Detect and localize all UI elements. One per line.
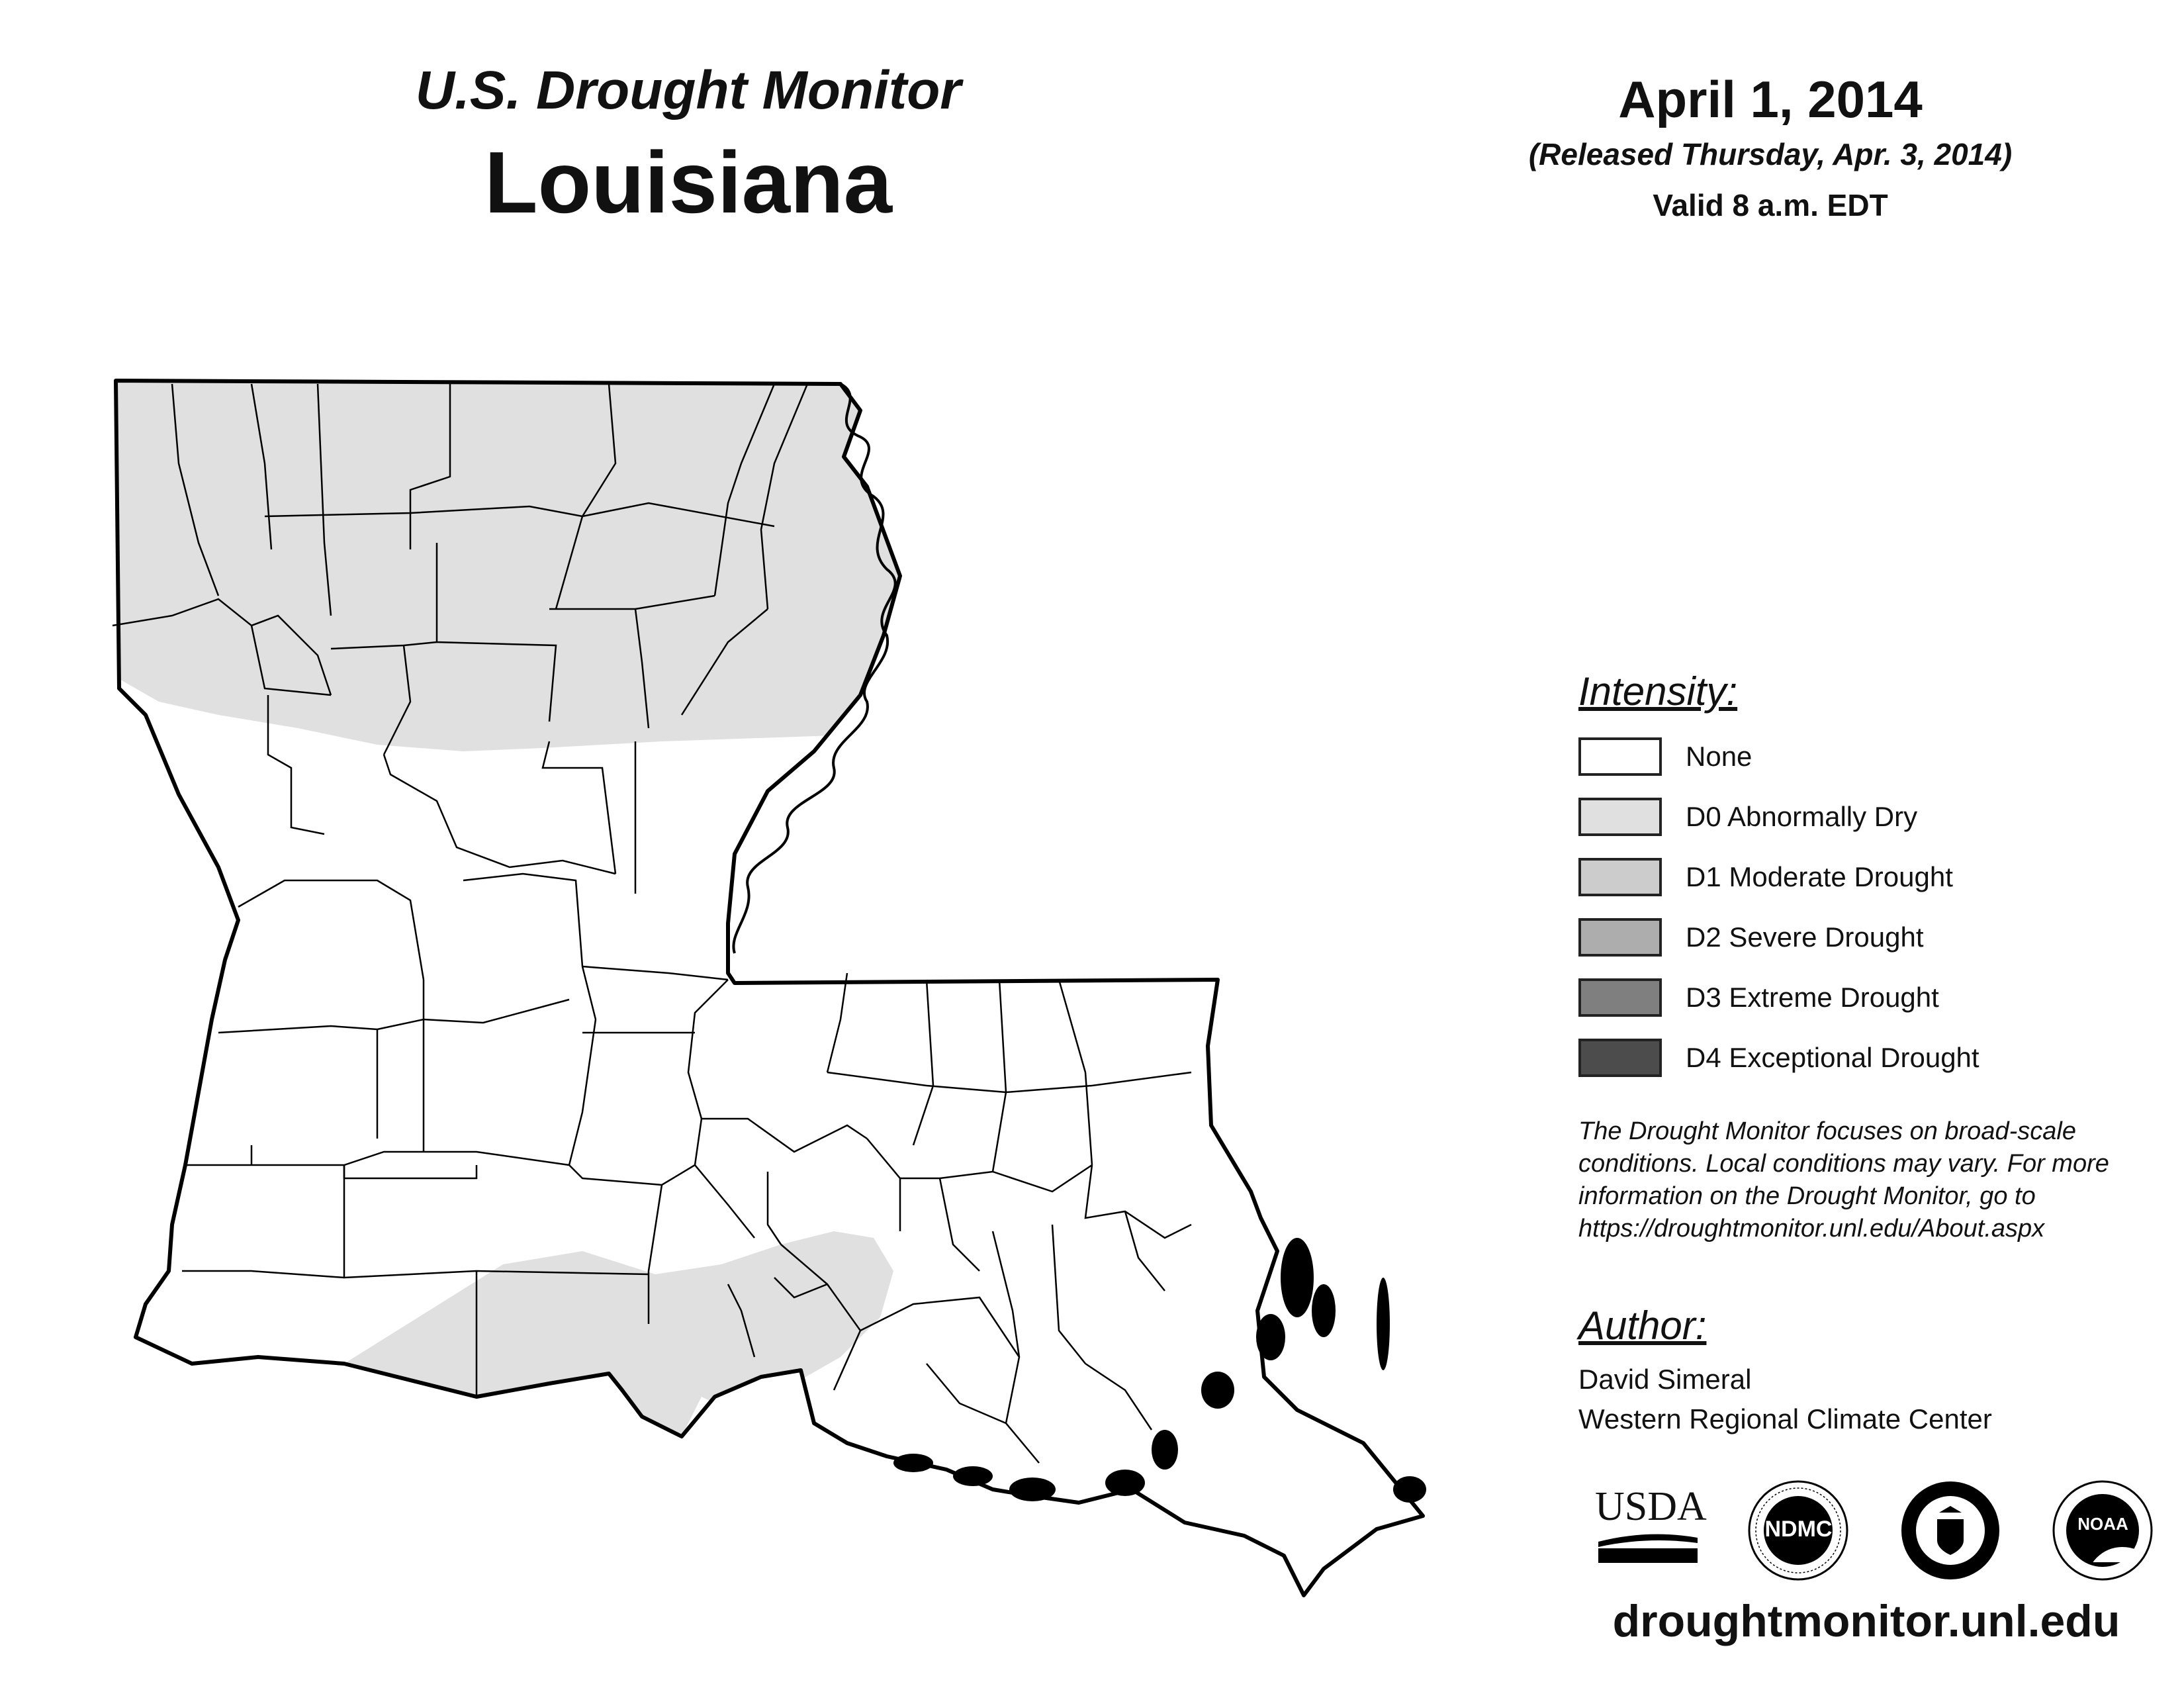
legend-item bbox=[1578, 917, 1924, 958]
legend-item bbox=[1578, 977, 1939, 1018]
legend-label: D0 Abnormally Dry bbox=[1686, 801, 1918, 832]
commerce-seal-logo bbox=[1899, 1479, 2002, 1582]
legend-item bbox=[1578, 736, 1752, 777]
commerce-seal-icon bbox=[1899, 1479, 2002, 1582]
disclaimer-note: The Drought Monitor focuses on broad-scale conditions. Local conditions may vary. For more information on the Drought Monitor, go to https://droughtmonitor.unl.edu/About.aspx bbox=[1578, 1117, 2109, 1243]
ndmc-logo-text: NDMC bbox=[1764, 1517, 1833, 1542]
legend-swatch bbox=[1578, 978, 1662, 1017]
usda-logo-text: USDA bbox=[1595, 1484, 1707, 1529]
legend-swatch bbox=[1578, 798, 1662, 836]
author-org: Western Regional Climate Center bbox=[1578, 1403, 1992, 1434]
valid-time: Valid 8 a.m. EDT bbox=[1653, 188, 1888, 222]
ndmc-logo bbox=[1747, 1479, 1850, 1582]
map-series-title: U.S. Drought Monitor bbox=[415, 60, 962, 120]
author-name: David Simeral bbox=[1578, 1364, 1752, 1395]
usda-logo bbox=[1595, 1484, 1707, 1566]
coastal-islands bbox=[893, 1238, 1426, 1503]
legend-label: D4 Exceptional Drought bbox=[1686, 1042, 1979, 1073]
state-title: Louisiana bbox=[484, 134, 893, 231]
legend-swatch bbox=[1578, 1039, 1662, 1077]
legend-swatch bbox=[1578, 737, 1662, 776]
map-date: April 1, 2014 bbox=[1618, 70, 1923, 128]
legend-swatch bbox=[1578, 918, 1662, 957]
legend-item bbox=[1578, 796, 1917, 837]
d0-area-north bbox=[113, 371, 927, 751]
noaa-logo bbox=[2052, 1479, 2154, 1582]
legend-label: None bbox=[1686, 741, 1752, 772]
website-link[interactable]: droughtmonitor.unl.edu bbox=[1612, 1596, 2120, 1646]
legend-label: D2 Severe Drought bbox=[1686, 921, 1924, 953]
legend-item bbox=[1578, 857, 1953, 898]
noaa-logo-text: NOAA bbox=[2077, 1514, 2128, 1534]
legend-label: D1 Moderate Drought bbox=[1686, 861, 1953, 892]
legend-item bbox=[1578, 1037, 1979, 1078]
legend-label: D3 Extreme Drought bbox=[1686, 982, 1939, 1013]
usda-swoosh-icon bbox=[1595, 1527, 1701, 1564]
author-title: Author: bbox=[1578, 1303, 1707, 1348]
legend-title: Intensity: bbox=[1578, 669, 1738, 714]
release-date: (Released Thursday, Apr. 3, 2014) bbox=[1528, 137, 2013, 171]
legend-swatch bbox=[1578, 858, 1662, 896]
